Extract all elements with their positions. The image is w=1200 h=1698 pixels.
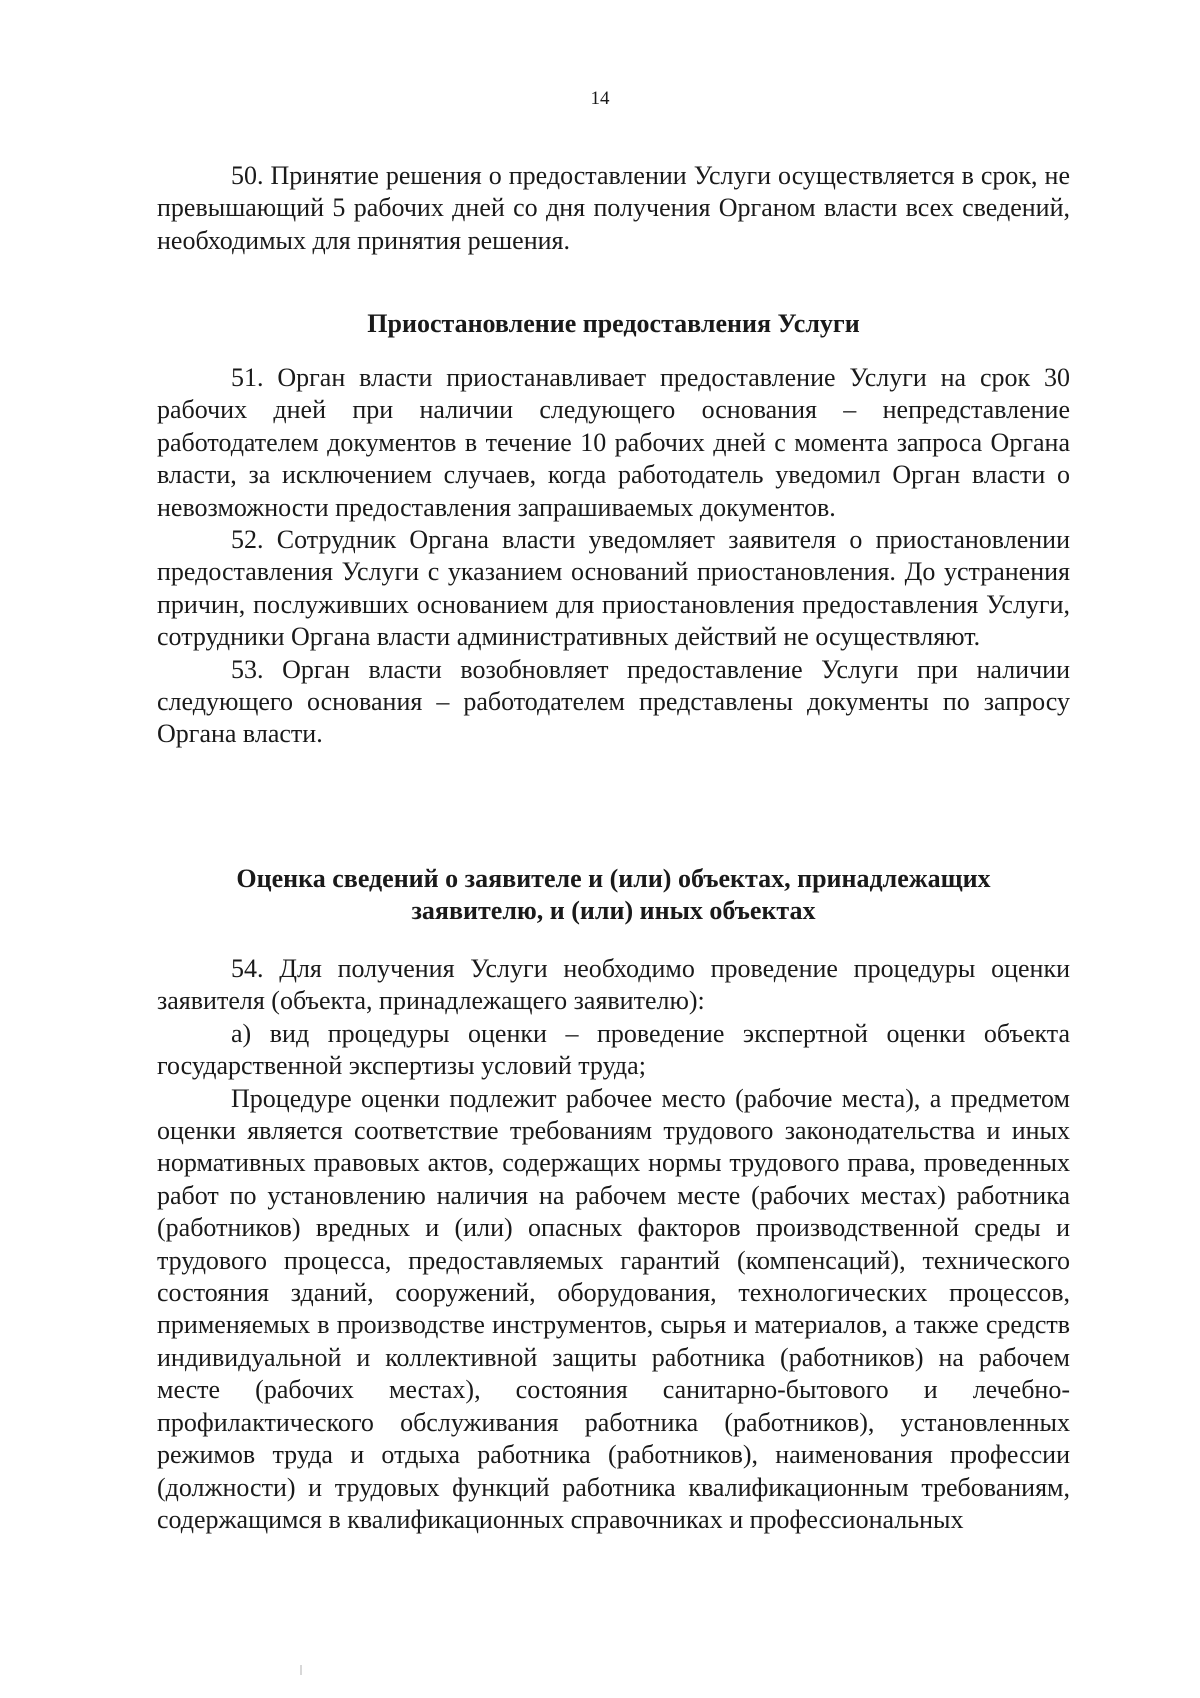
paragraph-procedure: Процедуре оценки подлежит рабочее место (рабочие места), а предметом оценки является соответствие требованиям трудового законодательства и иных нормативных правовых актов, содержащих нормы трудового права, проведенных работ по установлению наличия на рабочем месте (рабочих местах) работника (работников) вредных и (или) опасных факторов производственной среды и трудового процесса, предоставляемых гарантий (компенсаций), технического состояния зданий, сооружений, оборудования, технологических процессов, применяемых в производстве инструментов, сырья и материалов, а также средств индивидуальной и коллективной защиты работника (работников) на рабочем месте (рабочих местах), состояния санитарно-бытового и лечебно-профилактического обслуживания работника (работников), установленных режимов труда и отдыха работника (работников), наименования профессии (должности) и трудовых функций работника квалификационным требованиям, содержащимся в квалификационных справочниках и профессиональных — [157, 1083, 1070, 1534]
heading-suspension: Приостановление предоставления Услуги — [367, 309, 860, 338]
paragraph-53: 53. Орган власти возобновляет предоставление Услуги при наличии следующего основания – работодателем представлены документы по запросу Органа власти. — [157, 654, 1070, 749]
section-decision-term — [157, 160, 1070, 257]
paragraph-54-a: а) вид процедуры оценки – проведение экспертной оценки объекта государственной экспертизы условий труда; — [157, 1018, 1070, 1081]
paragraph-50: 50. Принятие решения о предоставлении Услуги осуществляется в срок, не превышающий 5 рабочих дней со дня получения Органом власти всех сведений, необходимых для принятия решения. — [157, 161, 1070, 255]
paragraph-51: 51. Орган власти приостанавливает предоставление Услуги на срок 30 рабочих дней при наличии следующего основания – непредставление работодателем документов в течение 10 рабочих дней с момента запроса Органа власти, за исключением случаев, когда работодатель уведомил Орган власти о невозможности предоставления запрашиваемых документов. — [157, 363, 1070, 522]
section-suspension — [157, 362, 1070, 751]
page-number: 14 — [590, 88, 610, 109]
paragraph-54: 54. Для получения Услуги необходимо проведение процедуры оценки заявителя (объекта, принадлежащего заявителю): — [157, 954, 1070, 1016]
scan-artifact — [300, 1665, 302, 1675]
paragraph-52: 52. Сотрудник Органа власти уведомляет заявителя о приостановлении предоставления Услуги с указанием оснований приостановления. До устранения причин, послуживших основанием для приостановления предоставления Услуги, сотрудники Органа власти административных действий не осуществляют. — [157, 525, 1070, 652]
heading-assessment-line-1: Оценка сведений о заявителе и (или) объектах, принадлежащих — [236, 864, 991, 893]
section-assessment — [157, 953, 1070, 1536]
heading-assessment-line-2: заявителю, и (или) иных объектах — [411, 896, 816, 926]
heading-assessment — [157, 863, 1070, 928]
